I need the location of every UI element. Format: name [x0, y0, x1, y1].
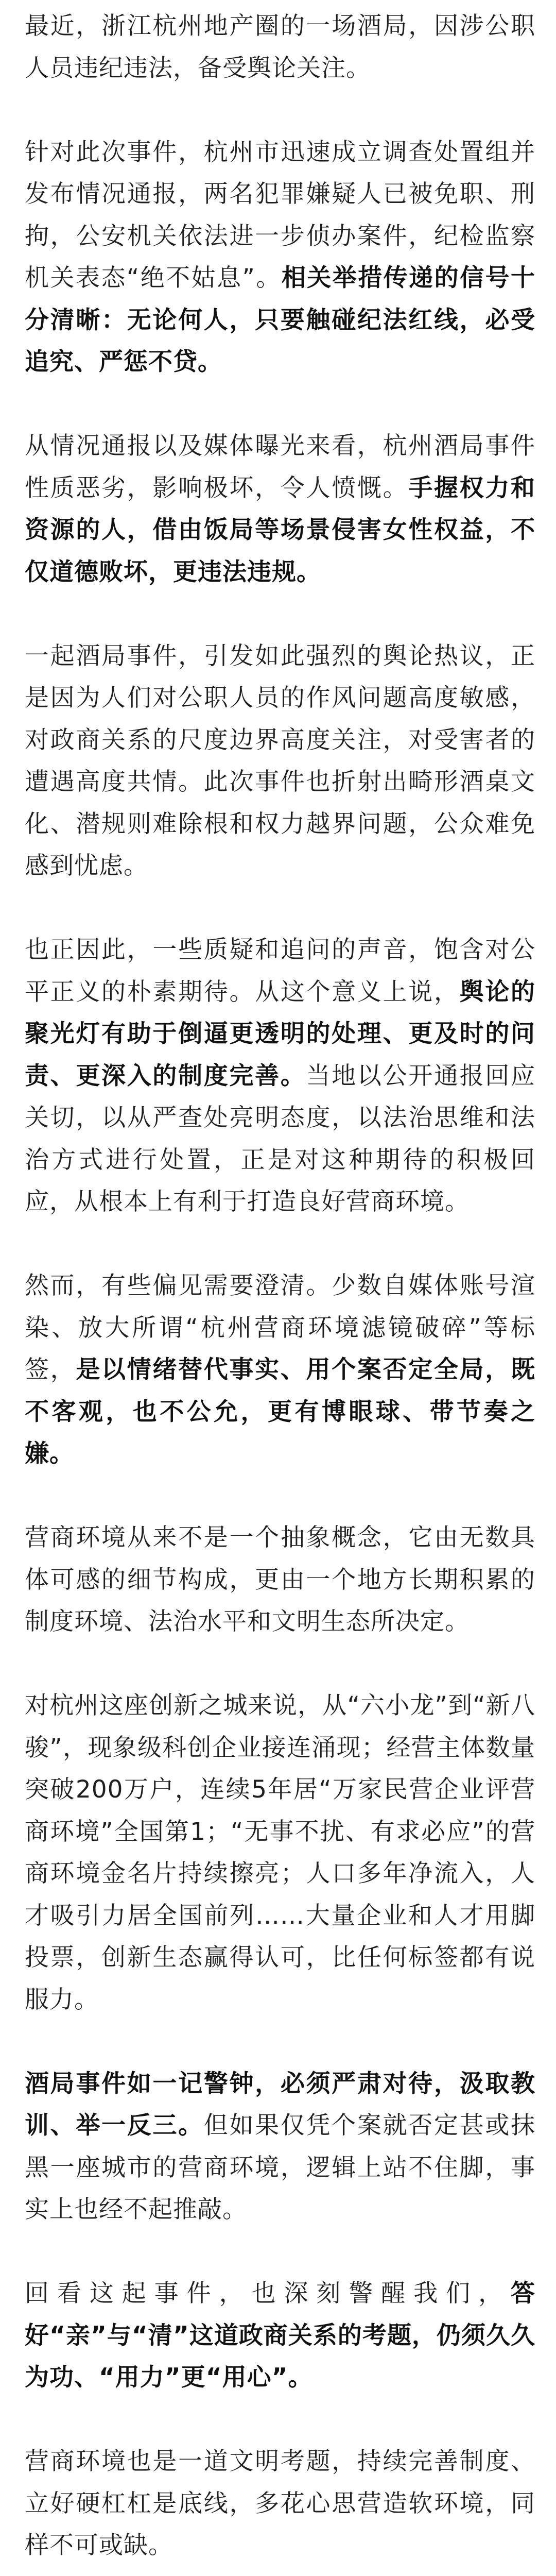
paragraph-emphasis: 答好“亲”与“清”这道政商关系的考题，仍须久久为功、“用力”更“用心”。 [25, 2279, 535, 2392]
paragraph-text: 营商环境也是一道文明考题，持续完善制度、立好硬杠杠是底线，多花心思营造软环境，同样不可或缺。 [25, 2447, 535, 2560]
paragraph-11 [25, 2441, 535, 2567]
paragraph-1 [25, 5, 535, 89]
paragraph-text: 针对此次事件，杭州市迅速成立调查处置组并发布情况通报，两名犯罪嫌疑人已被免职、刑拘，公安机关依法进一步侦办案件，纪检监察机关表态“绝不姑息”。 [25, 138, 535, 292]
paragraph-text: 一起酒局事件，引发如此强烈的舆论热议，正是因为人们对公职人员的作风问题高度敏感，对政商关系的尺度边界高度关注，对受害者的遭遇高度共情。此次事件也折射出畸形酒桌文化、潜规则难除根和权力越界问题，公众难免感到忧虑。 [25, 641, 535, 880]
paragraph-text: 对杭州这座创新之城来说，从“六小龙”到“新八骏”，现象级科创企业接连涌现；经营主体数量突破200万户，连续5年居“万家民营企业评营商环境”全国第1；“无事不扰、有求必应”的营商环境金名片持续擦亮；人口多年净流入，人才吸引力居全国前列……大量企业和人才用脚投票，创新生态赢得认可，比任何标签都有说服力。 [25, 1691, 535, 2014]
paragraph-text: 最近，浙江杭州地产圈的一场酒局，因涉公职人员违纪违法，备受舆论关注。 [25, 12, 535, 82]
paragraph-text: 当地以公开通报回应关切，以从严查处亮明态度，以法治思维和法治方式进行处置，正是对这种期待的积极回应，从根本上有利于打造良好营商环境。 [25, 1061, 536, 1216]
paragraph-5 [25, 929, 535, 1223]
paragraph-10 [25, 2273, 535, 2399]
paragraph-text: 回看这起事件，也深刻警醒我们， [25, 2279, 511, 2308]
paragraph-8 [25, 1685, 535, 2021]
paragraph-text: 也正因此，一些质疑和追问的声音，饱含对公平正义的朴素期待。从这个意义上说， [25, 936, 535, 1006]
paragraph-7 [25, 1517, 535, 1643]
paragraph-text: 然而，有些偏见需要澄清。少数自媒体账号渲染、放大所谓“杭州营商环境滤镜破碎”等标签， [25, 1272, 535, 1384]
paragraph-emphasis: 是以情绪替代事实、用个案否定全局，既不客观，也不公允，更有博眼球、带节奏之嫌。 [25, 1355, 536, 1468]
paragraph-text: 但如果仅凭个案就否定甚或抹黑一座城市的营商环境，逻辑上站不住脚，事实上也经不起推敲。 [25, 2111, 536, 2224]
paragraph-emphasis: 手握权力和资源的人，借由饭局等场景侵害女性权益，不仅道德败坏，更违法违规。 [25, 473, 536, 586]
paragraph-emphasis: 相关举措传递的信号十分清晰：无论何人，只要触碰纪法红线，必受追究、严惩不贷。 [25, 264, 535, 376]
article-body [25, 5, 535, 2576]
paragraph-text: 从情况通报以及媒体曝光来看，杭州酒局事件性质恶劣，影响极坏，令人愤慨。 [25, 432, 535, 502]
paragraph-4 [25, 635, 535, 887]
paragraph-text: 营商环境从来不是一个抽象概念，它由无数具体可感的细节构成，更由一个地方长期积累的制度环境、法治水平和文明生态所决定。 [25, 1523, 535, 1636]
paragraph-3 [25, 425, 535, 593]
paragraph-emphasis: 酒局事件如一记警钟，必须严肃对待，汲取教训、举一反三。 [25, 2069, 535, 2140]
paragraph-emphasis: 舆论的聚光灯有助于倒逼更透明的处理、更及时的问责、更深入的制度完善。 [25, 977, 536, 1090]
paragraph-6 [25, 1265, 535, 1475]
paragraph-9 [25, 2063, 535, 2231]
paragraph-2 [25, 131, 535, 383]
